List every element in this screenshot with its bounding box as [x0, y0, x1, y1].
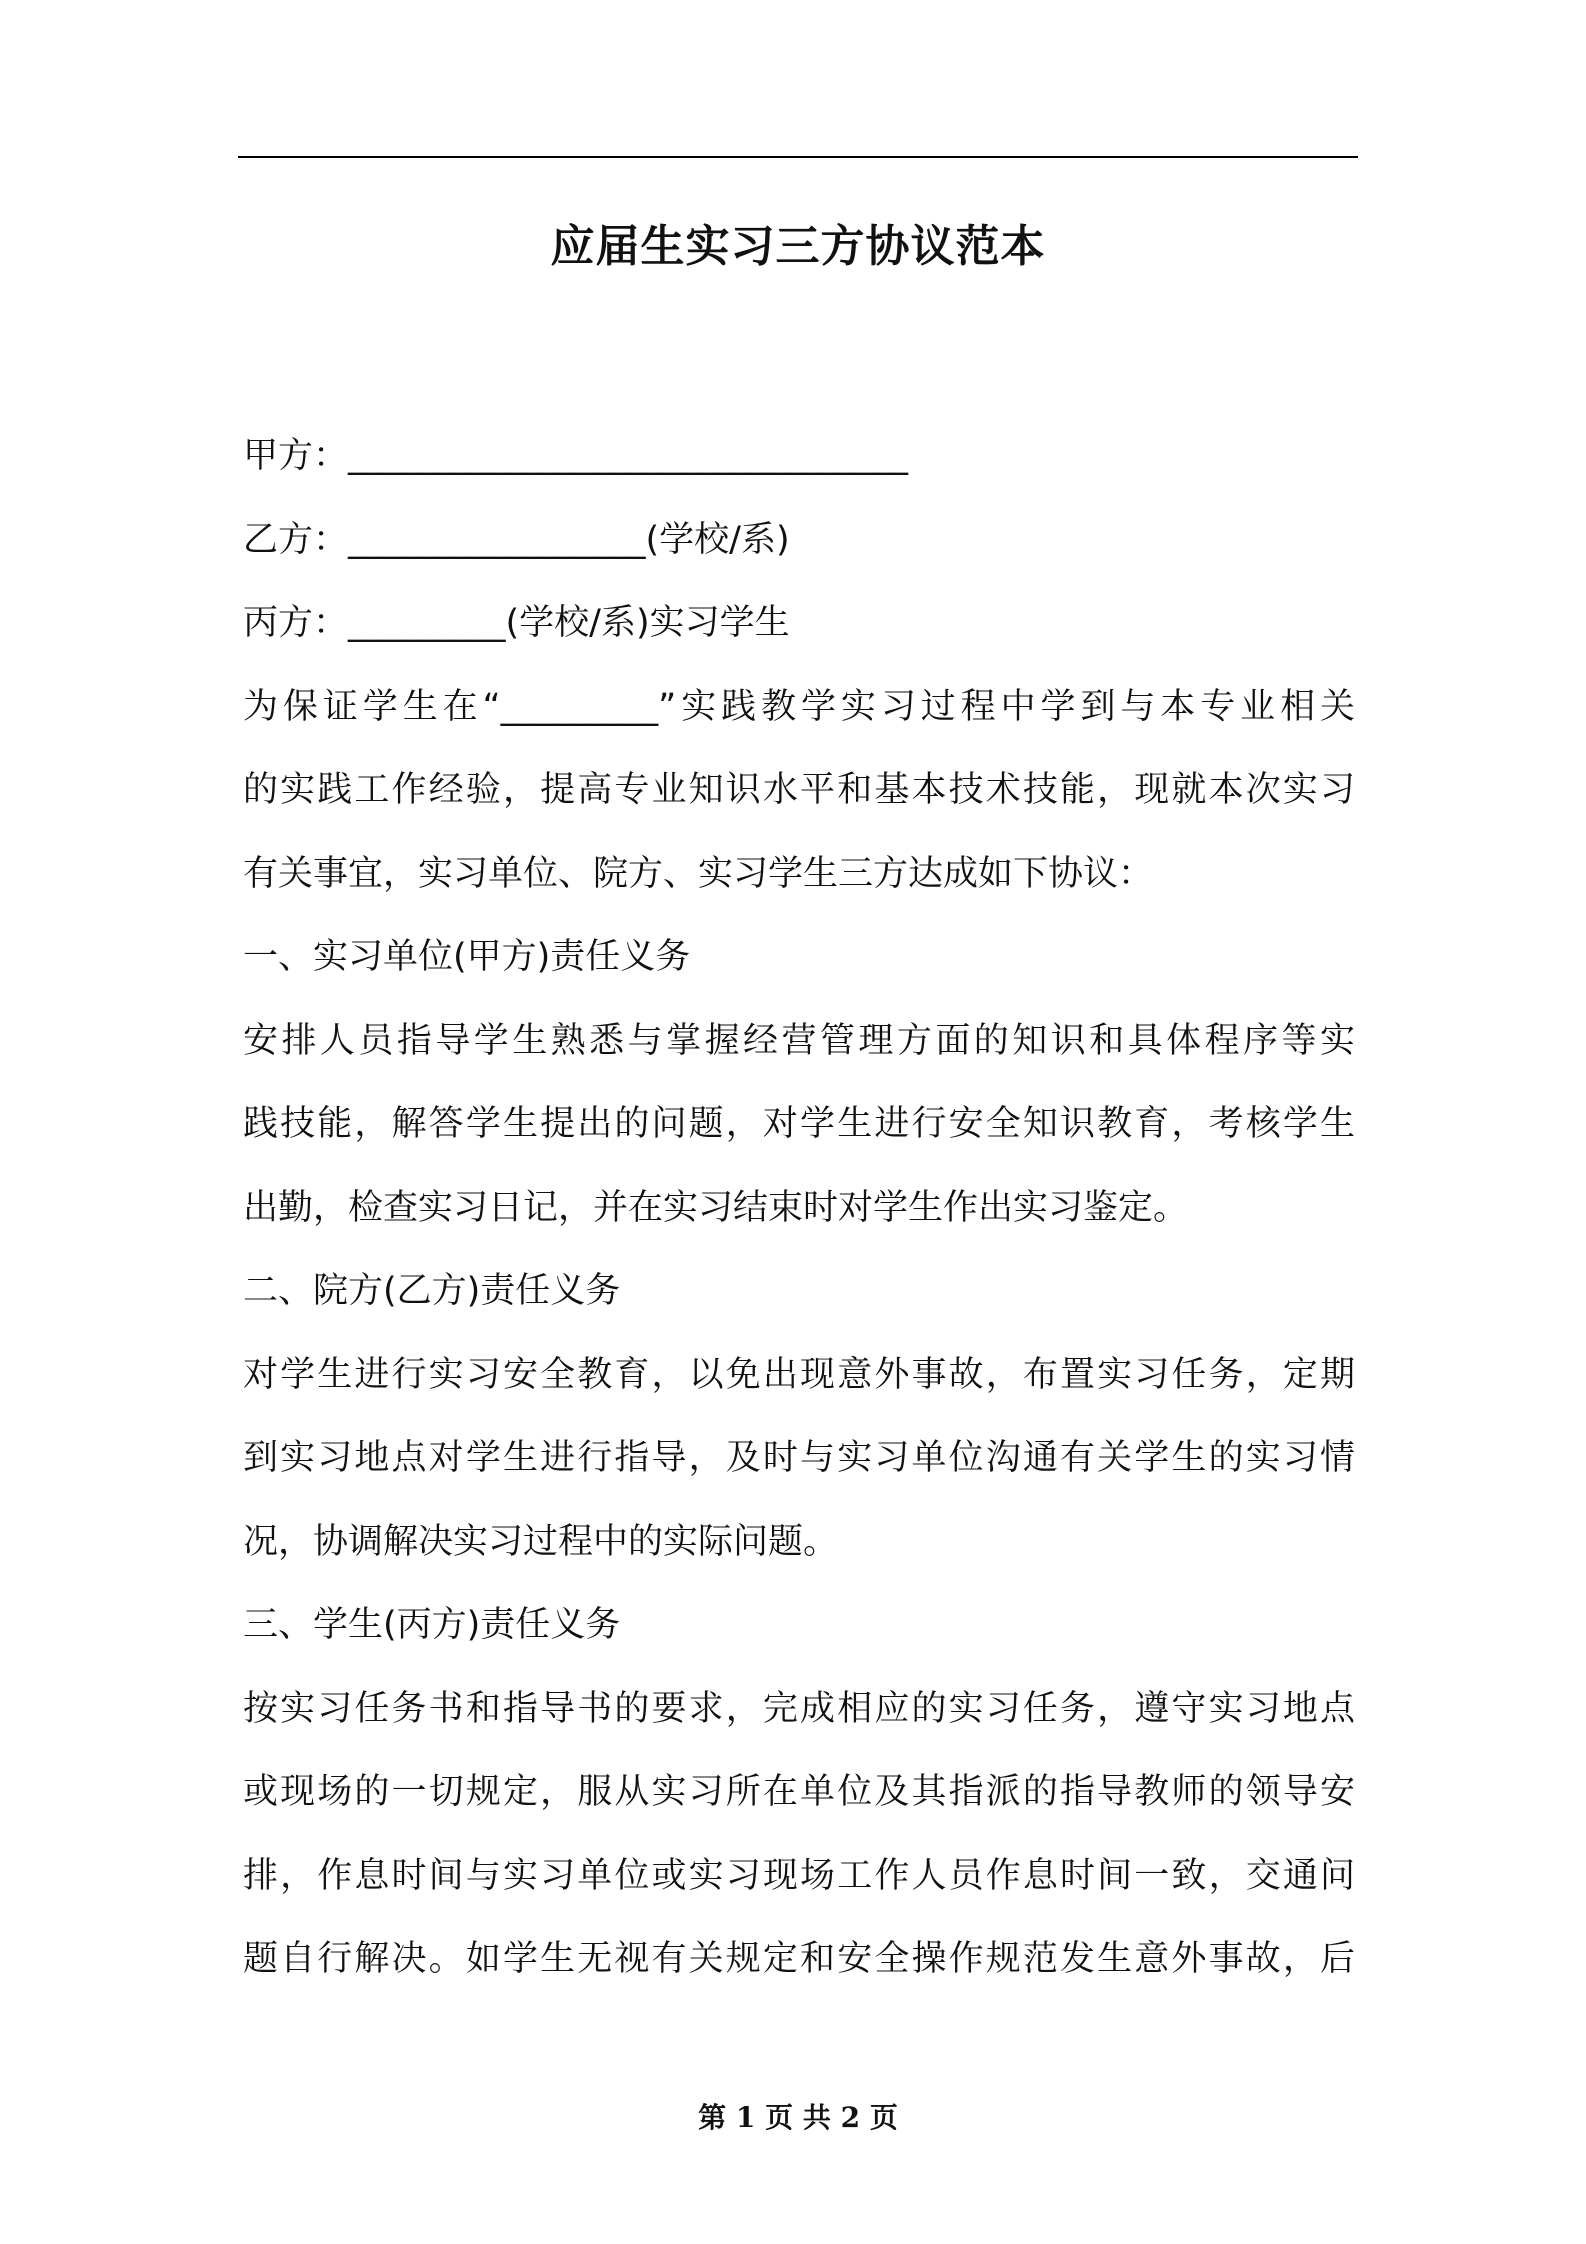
party-c-line: 丙方：_________(学校/系)实习学生	[243, 603, 790, 643]
document-title: 应届生实习三方协议范本	[550, 221, 1046, 272]
section-heading-party-b: 二、院方(乙方)责任义务	[243, 1271, 621, 1311]
section-line: 到实习地点对学生进行指导，及时与实习单位沟通有关学生的实习情	[243, 1438, 1355, 1478]
section-line: 况，协调解决实习过程中的实际问题。	[243, 1521, 839, 1562]
intro-line: 有关事宜，实习单位、院方、实习学生三方达成如下协议：	[243, 853, 1154, 894]
intro-line: 的实践工作经验，提高专业知识水平和基本技术技能，现就本次实习	[243, 770, 1355, 810]
section-line: 对学生进行实习安全教育，以免出现意外事故，布置实习任务，定期	[243, 1354, 1355, 1395]
section-line: 排，作息时间与实习单位或实习现场工作人员作息时间一致，交通问	[243, 1855, 1355, 1896]
party-b-line: 乙方：_________________(学校/系)	[243, 519, 790, 560]
document-body	[243, 415, 1355, 2002]
section-line: 安排人员指导学生熟悉与掌握经营管理方面的知识和具体程序等实	[243, 1020, 1355, 1061]
section-line: 按实习任务书和指导书的要求，完成相应的实习任务，遵守实习地点	[243, 1688, 1355, 1729]
section-line: 践技能，解答学生提出的问题，对学生进行安全知识教育，考核学生	[243, 1104, 1355, 1144]
section-line: 出勤，检查实习日记，并在实习结束时对学生作出实习鉴定。	[243, 1187, 1189, 1228]
party-a-line: 甲方：________________________________	[243, 436, 909, 476]
header-rule	[238, 156, 1358, 158]
section-heading-party-a: 一、实习单位(甲方)责任义务	[243, 937, 691, 977]
section-heading-party-c: 三、学生(丙方)责任义务	[243, 1605, 621, 1645]
page-number-footer: 第 1 页 共 2 页	[698, 2101, 898, 2134]
intro-line: 为保证学生在“_________”实践教学实习过程中学到与本专业相关	[243, 686, 1355, 727]
section-line: 或现场的一切规定，服从实习所在单位及其指派的指导教师的领导安	[243, 1772, 1355, 1812]
section-line: 题自行解决。如学生无视有关规定和安全操作规范发生意外事故，后	[243, 1939, 1355, 1979]
